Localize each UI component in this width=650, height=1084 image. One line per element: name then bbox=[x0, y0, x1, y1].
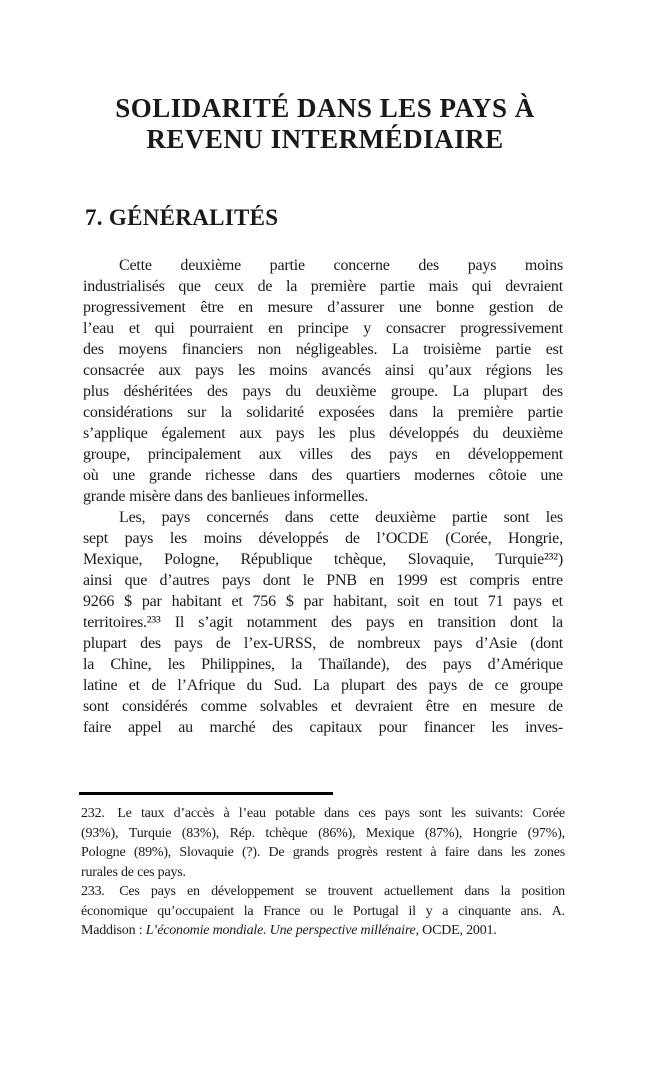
text-line: Mexique, Pologne, République tchèque, Slovaquie, Turquie²³²) bbox=[83, 551, 563, 568]
text-line: territoires.²³³ Il s’agit notamment des pays en transition dont la bbox=[83, 614, 563, 631]
text-line: sont considérés comme solvables et devraient être en mesure de bbox=[83, 698, 563, 715]
text-line: des moyens financiers non négligeables. La troisième partie est bbox=[83, 341, 563, 358]
page-title-line-2: REVENU INTERMÉDIAIRE bbox=[146, 124, 504, 154]
footnotes bbox=[81, 804, 565, 941]
text-line: 233. Ces pays en développement se trouvent actuellement dans la position bbox=[81, 884, 565, 899]
text-line: consacrée aux pays les moins avancés ainsi qu’aux régions les bbox=[83, 362, 563, 379]
footnote-232 bbox=[81, 804, 565, 882]
text-line: la Chine, les Philippines, la Thaïlande), des pays d’Amérique bbox=[83, 656, 563, 673]
text-line: grande misère dans des banlieues informelles. bbox=[83, 488, 369, 505]
section-heading: 7. GÉNÉRALITÉS bbox=[85, 205, 279, 230]
text-line: rurales de ces pays. bbox=[81, 864, 186, 880]
text-line: (93%), Turquie (83%), Rép. tchèque (86%), Mexique (87%), Hongrie (97%), bbox=[81, 825, 565, 841]
text-line: Les, pays concernés dans cette deuxième partie sont les bbox=[119, 509, 563, 526]
text-line: Maddison : L’économie mondiale. Une perspective millénaire, OCDE, 2001. bbox=[81, 923, 497, 938]
paragraph-2 bbox=[83, 507, 563, 738]
body-text bbox=[83, 255, 563, 738]
text-line: l’eau et qui pourraient en principe y consacrer progressivement bbox=[83, 320, 563, 337]
text-line: sept pays les moins développés de l’OCDE (Corée, Hongrie, bbox=[83, 530, 563, 547]
text-line: s’applique également aux pays les plus développés du deuxième bbox=[83, 425, 563, 442]
text-line: Pologne (89%), Slovaquie (?). De grands progrès restent à faire dans les zones bbox=[81, 845, 565, 860]
text-line: considérations sur la solidarité exposées dans la première partie bbox=[83, 404, 563, 421]
text-line: 9266 $ par habitant et 756 $ par habitant, soit en tout 71 pays et bbox=[83, 593, 563, 610]
text-line: industrialisés que ceux de la première partie mais qui devraient bbox=[83, 278, 563, 295]
text-line: 232. Le taux d’accès à l’eau potable dans ces pays sont les suivants: Corée bbox=[81, 806, 565, 821]
footnote-233 bbox=[81, 882, 565, 941]
text-line: groupe, principalement aux villes des pays en développement bbox=[83, 446, 563, 463]
paragraph-1 bbox=[83, 255, 563, 507]
text-line: ainsi que d’autres pays dont le PNB en 1999 est compris entre bbox=[83, 572, 563, 589]
text-line: économique qu’occupaient la France ou le Portugal il y a cinquante ans. A. bbox=[81, 903, 565, 919]
text-line: plupart des pays de l’ex-URSS, de nombreux pays d’Asie (dont bbox=[83, 635, 563, 652]
page-title bbox=[0, 93, 650, 155]
text-line: faire appel au marché des capitaux pour financer les inves- bbox=[83, 719, 563, 736]
page-title-line-1: SOLIDARITÉ DANS LES PAYS À bbox=[115, 93, 535, 123]
footnote-separator-rule bbox=[79, 792, 333, 795]
text-line: où une grande richesse dans des quartiers modernes côtoie une bbox=[83, 467, 563, 484]
text-line: latine et de l’Afrique du Sud. La plupart des pays de ce groupe bbox=[83, 677, 563, 694]
text-line: Cette deuxième partie concerne des pays moins bbox=[119, 257, 563, 274]
text-line: progressivement être en mesure d’assurer une bonne gestion de bbox=[83, 299, 563, 316]
text-line: plus déshéritées des pays du deuxième groupe. La plupart des bbox=[83, 383, 563, 400]
